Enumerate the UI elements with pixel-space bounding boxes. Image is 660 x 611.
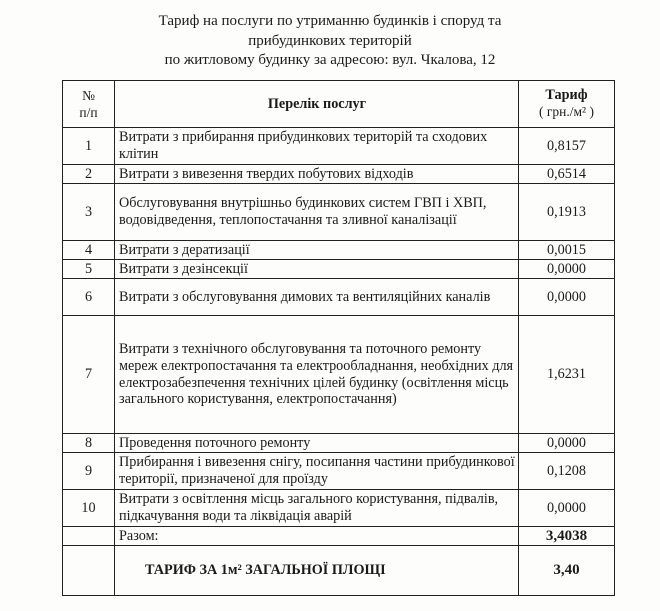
row-service: Витрати з вивезення твердих побутових відходів <box>115 165 519 184</box>
heading-line-3: по житловому будинку за адресою: вул. Чкалова, 12 <box>164 52 496 68</box>
row-number: 2 <box>63 165 115 184</box>
row-service: Витрати з освітлення місць загального користування, підвалів, підкачування води та ліквідація аварій <box>115 490 519 527</box>
row-tariff: 0,6514 <box>518 165 614 184</box>
table-row <box>63 434 615 453</box>
header-number-line2: п/п <box>79 105 98 120</box>
final-number-cell <box>63 546 115 596</box>
table-row <box>63 128 615 165</box>
table-row <box>63 184 615 241</box>
table-row <box>63 279 615 316</box>
row-number: 10 <box>63 490 115 527</box>
total-number-cell <box>63 527 115 546</box>
header-tariff-title: Тариф <box>545 87 588 104</box>
row-number: 5 <box>63 260 115 279</box>
header-number <box>63 81 115 128</box>
table-row <box>63 241 615 260</box>
row-service: Витрати з прибирання прибудинкових територій та сходових клітин <box>115 128 519 165</box>
row-service: Витрати з технічного обслуговування та поточного ремонту мереж електропостачання та електрообладнання, необхідних для електрозабезпечення технічних цілей будинку (освітлення місць загального користування, електропостачання) <box>115 316 519 434</box>
row-tariff: 0,8157 <box>518 128 614 165</box>
table-header-row <box>63 81 615 128</box>
row-service: Витрати з дератизації <box>115 241 519 260</box>
row-number: 6 <box>63 279 115 316</box>
total-row <box>63 527 615 546</box>
header-tariff-unit: ( грн./м² ) <box>538 104 594 119</box>
tariff-table <box>62 80 615 596</box>
final-tariff-value: 3,40 <box>518 546 614 596</box>
row-tariff: 0,0000 <box>518 490 614 527</box>
final-tariff-label: ТАРИФ ЗА 1м² ЗАГАЛЬНОЇ ПЛОЩІ <box>115 546 519 596</box>
table-row <box>63 260 615 279</box>
row-tariff: 0,0000 <box>518 434 614 453</box>
row-tariff: 0,0015 <box>518 241 614 260</box>
row-number: 8 <box>63 434 115 453</box>
row-number: 1 <box>63 128 115 165</box>
header-services: Перелік послуг <box>115 81 519 128</box>
row-service: Витрати з дезінсекції <box>115 260 519 279</box>
row-service: Прибирання і вивезення снігу, посипання частини прибудинкової території, призначеної для проїзду <box>115 453 519 490</box>
row-number: 7 <box>63 316 115 434</box>
row-service: Обслуговування внутрішньо будинкових систем ГВП і ХВП, водовідведення, теплопостачання та зливної каналізації <box>115 184 519 241</box>
document-heading <box>0 12 660 71</box>
row-tariff: 0,0000 <box>518 279 614 316</box>
table-row <box>63 165 615 184</box>
row-tariff: 0,1208 <box>518 453 614 490</box>
row-number: 3 <box>63 184 115 241</box>
header-number-line1: № <box>82 88 95 103</box>
row-number: 9 <box>63 453 115 490</box>
table-row <box>63 490 615 527</box>
final-tariff-row <box>63 546 615 596</box>
total-value: 3,4038 <box>518 527 614 546</box>
row-number: 4 <box>63 241 115 260</box>
table-row <box>63 316 615 434</box>
heading-line-1: Тариф на послуги по утриманню будинків і споруд та <box>158 13 502 29</box>
header-tariff <box>518 81 614 128</box>
row-service: Витрати з обслуговування димових та вентиляційних каналів <box>115 279 519 316</box>
total-label: Разом: <box>115 527 519 546</box>
table-row <box>63 453 615 490</box>
row-tariff: 1,6231 <box>518 316 614 434</box>
row-tariff: 0,1913 <box>518 184 614 241</box>
heading-line-2: прибудинкових територій <box>248 32 412 49</box>
row-service: Проведення поточного ремонту <box>115 434 519 453</box>
row-tariff: 0,0000 <box>518 260 614 279</box>
